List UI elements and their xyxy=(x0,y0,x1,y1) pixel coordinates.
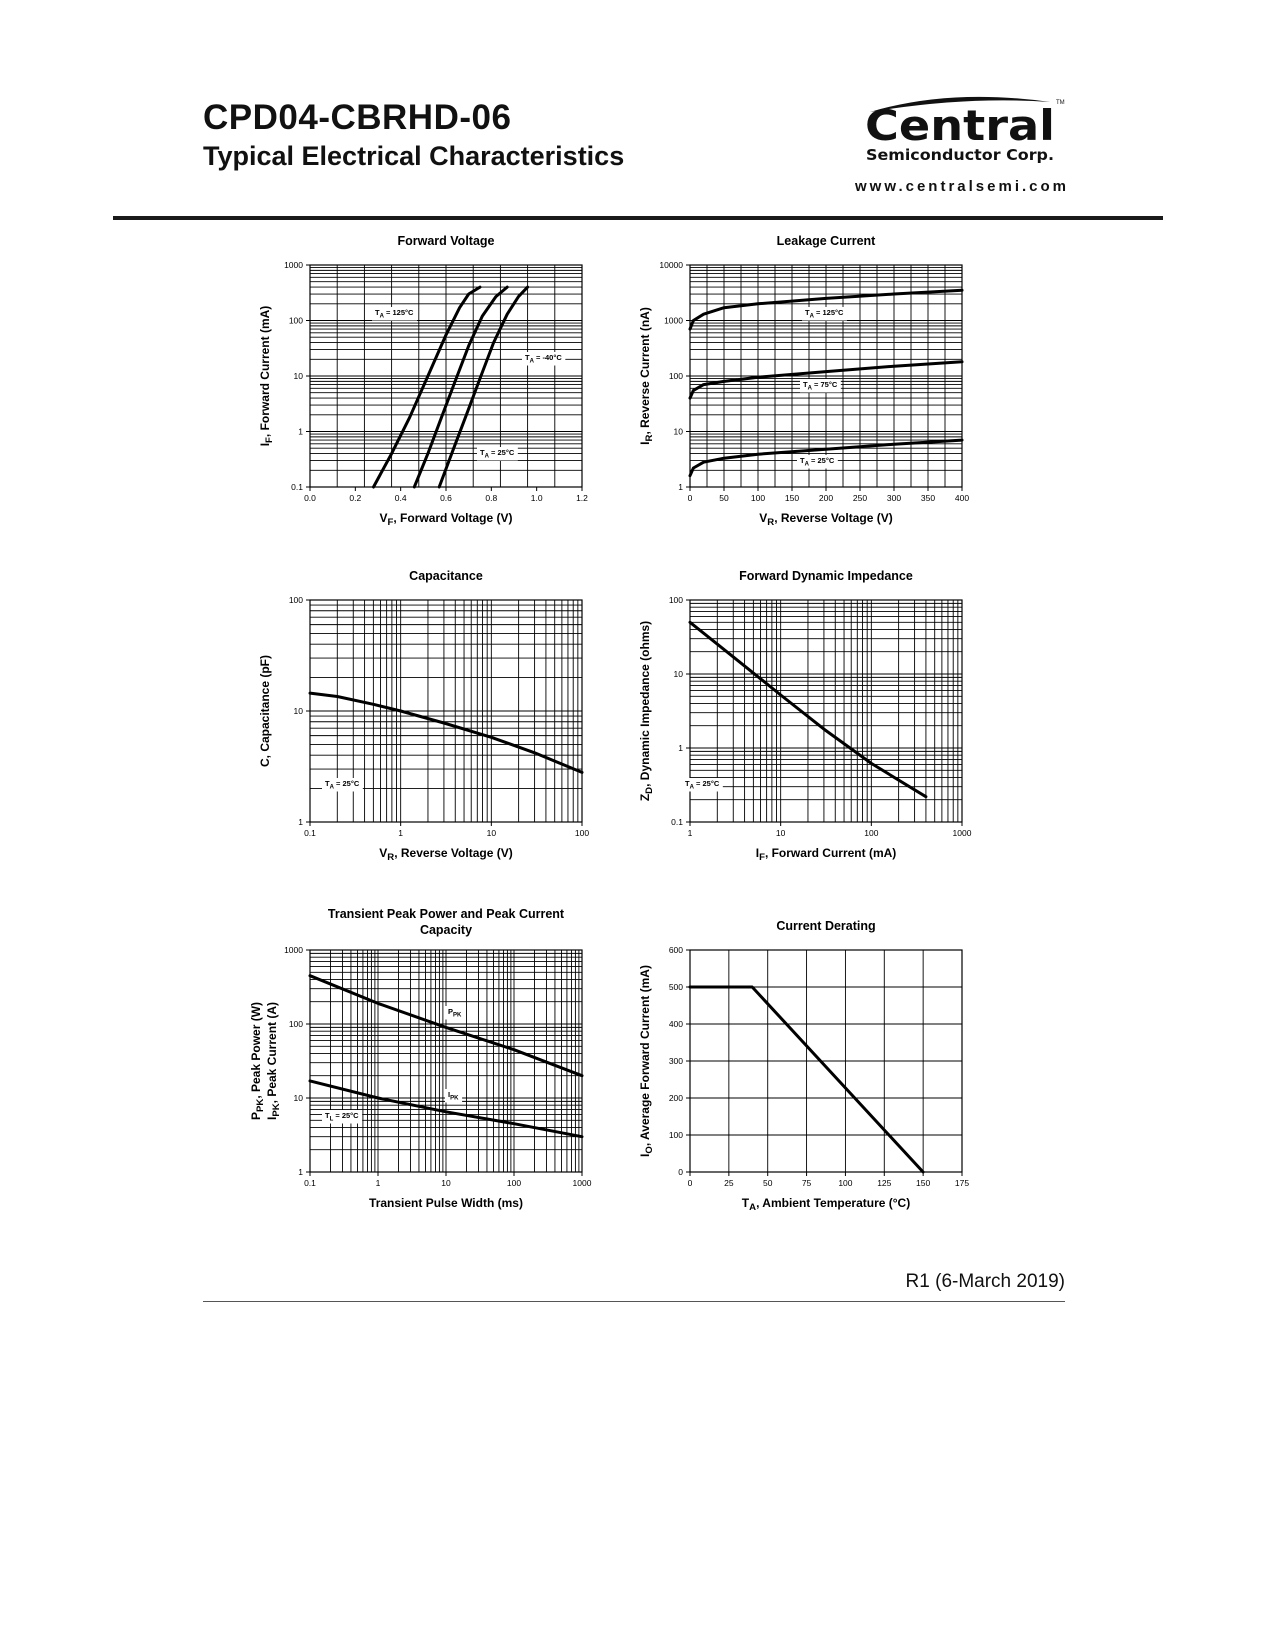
x-tick-label: 150 xyxy=(916,1178,931,1188)
transient-peak-power-ylabel2: $I_{PK}$, Peak Current (A) xyxy=(265,1001,282,1121)
transient-peak-power-svg xyxy=(249,907,675,1260)
x-tick-label: 100 xyxy=(506,1178,522,1188)
chart-forward-dynamic-impedance xyxy=(635,569,1055,910)
y-tick-label: 1 xyxy=(678,482,683,492)
chart-leakage-current xyxy=(635,234,1055,575)
y-tick-label: 1 xyxy=(298,1167,303,1177)
x-tick-label: 300 xyxy=(886,493,902,503)
y-tick-label: 10000 xyxy=(659,260,683,270)
leakage-current-title: Leakage Current xyxy=(776,234,876,248)
header-rule xyxy=(113,216,1163,220)
x-tick-label: 400 xyxy=(954,493,970,503)
x-tick-label: 0.1 xyxy=(304,828,316,838)
x-tick-label: 50 xyxy=(719,493,729,503)
leakage-current-annotation xyxy=(802,307,847,321)
x-tick-label: 10 xyxy=(441,1178,451,1188)
y-tick-label: 0.1 xyxy=(671,817,683,827)
svg-text:TA = -40°C: $T_A = -40^\circ C$ xyxy=(525,353,562,365)
x-tick-label: 1.0 xyxy=(530,493,543,503)
transient-peak-power-title: Transient Peak Power and Peak Current xyxy=(327,907,565,921)
y-tick-label: 1000 xyxy=(664,315,683,326)
x-tick-label: 75 xyxy=(801,1178,812,1188)
x-tick-label: 100 xyxy=(838,1178,853,1188)
y-tick-label: 100 xyxy=(288,1019,303,1029)
y-tick-label: 0 xyxy=(678,1167,683,1177)
x-tick-label: 0.1 xyxy=(304,1178,316,1188)
forward-voltage-title: Forward Voltage xyxy=(397,234,495,248)
current-derating-ylabel: $I_O$, Average Forward Current (mA) xyxy=(638,965,655,1157)
y-tick-label: 1000 xyxy=(284,945,303,955)
y-tick-label: 1 xyxy=(298,817,303,827)
y-tick-label: 100 xyxy=(288,315,303,326)
logo-subtext: Semiconductor Corp. xyxy=(866,146,1054,164)
y-tick-label: 100 xyxy=(668,1130,683,1140)
svg-text:TA = 25°C: $T_A = 25^\circ C$ xyxy=(685,779,720,791)
y-tick-label: 10 xyxy=(673,426,683,437)
logo-word: Central xyxy=(865,101,1055,150)
capacitance-ylabel: C, Capacitance (pF) xyxy=(258,654,272,768)
x-tick-label: 100 xyxy=(864,828,879,838)
y-tick-label: 1 xyxy=(298,426,303,437)
x-tick-label: 0.0 xyxy=(304,493,316,503)
svg-text:IPK: $I_{PK}$ xyxy=(448,1090,459,1102)
transient-peak-power-annotation xyxy=(322,1110,362,1124)
x-tick-label: 0.4 xyxy=(394,493,407,503)
capacitance-xlabel: $V_R$, Reverse Voltage (V) xyxy=(379,846,513,863)
chart-transient-peak-power xyxy=(249,907,675,1260)
forward-dynamic-impedance-annotation xyxy=(682,778,723,792)
x-tick-label: 25 xyxy=(724,1178,734,1188)
leakage-current-annotation xyxy=(800,379,841,393)
website-url: www.centralsemi.com xyxy=(855,178,1070,195)
x-tick-label: 125 xyxy=(877,1178,892,1188)
y-tick-label: 10 xyxy=(673,669,683,679)
svg-text:PPK: $P_{PK}$ xyxy=(448,1007,462,1019)
x-tick-label: 0.2 xyxy=(349,493,362,503)
y-tick-label: 0.1 xyxy=(291,482,303,492)
leakage-current-xlabel: $V_R$, Reverse Voltage (V) xyxy=(759,511,893,528)
transient-peak-power-title-line2: Capacity xyxy=(419,923,473,937)
transient-peak-power-ylabel: $P_{PK}$, Peak Power (W) xyxy=(249,1001,266,1121)
svg-text:TA = 25°C: $T_A = 25^\circ C$ xyxy=(480,448,515,460)
transient-peak-power-annotation xyxy=(445,1089,462,1103)
document-subtitle: Typical Electrical Characteristics xyxy=(203,141,625,171)
capacitance-series-0 xyxy=(310,693,582,772)
svg-text:TA = 75°C: $T_A = 75^\circ C$ xyxy=(803,380,838,392)
svg-text:TA = 125°C: $T_A = 125^\circ C$ xyxy=(375,308,414,320)
y-tick-label: 1 xyxy=(678,743,683,753)
capacitance-svg xyxy=(255,569,675,910)
y-tick-label: 1000 xyxy=(284,260,303,270)
x-tick-label: 200 xyxy=(818,493,834,503)
x-tick-label: 0.8 xyxy=(485,493,498,503)
central-logo xyxy=(855,90,1065,170)
x-tick-label: 350 xyxy=(920,493,936,503)
footer-rule xyxy=(203,1301,1065,1302)
y-tick-label: 200 xyxy=(668,1093,683,1103)
x-tick-label: 10 xyxy=(486,828,497,838)
forward-dynamic-impedance-title: Forward Dynamic Impedance xyxy=(739,569,913,583)
chart-current-derating xyxy=(635,919,1055,1260)
x-tick-label: 1.2 xyxy=(576,493,588,503)
y-tick-label: 100 xyxy=(288,595,303,605)
chart-forward-voltage xyxy=(255,234,675,575)
y-tick-label: 10 xyxy=(293,1093,303,1103)
forward-voltage-annotation xyxy=(522,352,565,366)
y-tick-label: 400 xyxy=(668,1019,683,1029)
forward-dynamic-impedance-svg xyxy=(635,569,1055,910)
svg-text:TL = 25°C: $T_L = 25^\circ C$ xyxy=(325,1111,359,1123)
forward-voltage-annotation xyxy=(372,307,417,321)
x-tick-label: 1 xyxy=(398,828,404,838)
forward-voltage-annotation xyxy=(477,447,518,461)
forward-voltage-grid xyxy=(310,265,582,487)
x-tick-label: 1 xyxy=(687,828,693,838)
x-tick-label: 1000 xyxy=(952,828,972,838)
chart-capacitance xyxy=(255,569,675,910)
y-tick-label: 100 xyxy=(668,595,683,605)
y-tick-label: 10 xyxy=(293,706,303,716)
x-tick-label: 0.6 xyxy=(440,493,452,503)
svg-text:TA = 125°C: $T_A = 125^\circ C$ xyxy=(805,308,844,320)
y-tick-label: 500 xyxy=(668,982,683,992)
current-derating-svg xyxy=(635,919,1055,1260)
x-tick-label: 100 xyxy=(574,828,590,838)
capacitance-title: Capacitance xyxy=(409,569,483,583)
y-tick-label: 300 xyxy=(668,1056,683,1066)
current-derating-xlabel: $T_A$, Ambient Temperature (°C) xyxy=(741,1196,911,1213)
x-tick-label: 100 xyxy=(750,493,766,503)
x-tick-label: 1000 xyxy=(572,1178,592,1188)
x-tick-label: 250 xyxy=(852,493,868,503)
forward-voltage-xlabel: $V_F$, Forward Voltage (V) xyxy=(379,511,513,528)
x-tick-label: 0 xyxy=(687,493,693,503)
forward-dynamic-impedance-frame xyxy=(690,600,962,822)
svg-text:TA = 25°C: $T_A = 25^\circ C$ xyxy=(800,456,835,468)
transient-peak-power-annotation xyxy=(445,1006,465,1020)
forward-dynamic-impedance-xlabel: $I_F$, Forward Current (mA) xyxy=(755,846,897,863)
forward-dynamic-impedance-grid xyxy=(690,600,962,822)
forward-dynamic-impedance-ylabel: $Z_D$, Dynamic Impedance (ohms) xyxy=(638,620,655,802)
x-tick-label: 10 xyxy=(775,828,786,838)
y-tick-label: 600 xyxy=(668,945,683,955)
forward-voltage-ylabel: $I_F$, Forward Current (mA) xyxy=(258,305,275,447)
revision-label: R1 (6-March 2019) xyxy=(905,1271,1065,1292)
leakage-current-annotation xyxy=(797,455,838,469)
x-tick-label: 0 xyxy=(687,1178,693,1188)
x-tick-label: 150 xyxy=(784,493,800,503)
capacitance-annotation xyxy=(322,778,363,792)
leakage-current-svg xyxy=(635,234,1055,575)
svg-text:TA = 25°C: $T_A = 25^\circ C$ xyxy=(325,779,360,791)
x-tick-label: 1 xyxy=(375,1178,381,1188)
current-derating-title: Current Derating xyxy=(776,919,876,933)
y-tick-label: 10 xyxy=(293,371,303,381)
transient-peak-power-xlabel: Transient Pulse Width (ms) xyxy=(369,1196,523,1210)
document-title: CPD04-CBRHD-06 xyxy=(203,98,512,137)
current-derating-grid xyxy=(690,950,962,1172)
y-tick-label: 100 xyxy=(668,371,683,381)
logo-tm: TM xyxy=(1056,100,1065,106)
forward-voltage-svg xyxy=(255,234,675,575)
leakage-current-ylabel: $I_R$, Reverse Current (nA) xyxy=(638,307,655,445)
x-tick-label: 175 xyxy=(954,1178,970,1188)
x-tick-label: 50 xyxy=(762,1178,773,1188)
